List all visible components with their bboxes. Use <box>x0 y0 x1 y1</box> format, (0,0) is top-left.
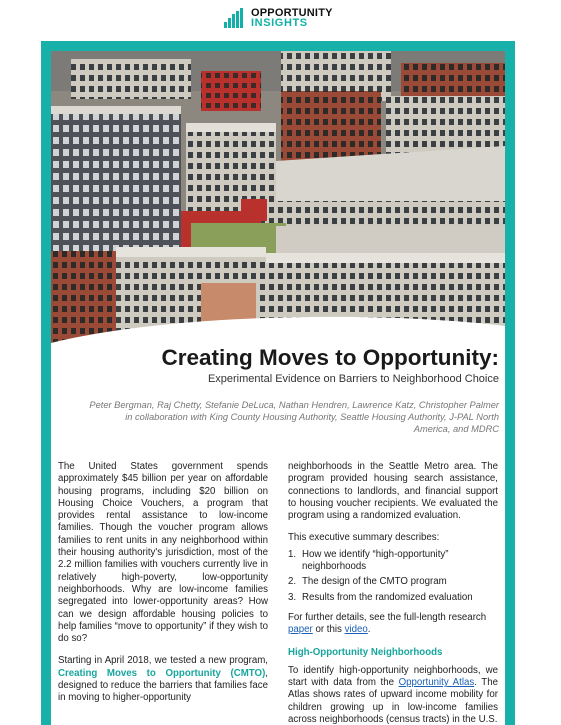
program-paragraph-a: Starting in April 2018, we tested a new program, <box>58 655 268 667</box>
program-paragraph <box>58 655 268 704</box>
list-text: How we identify “high-opportunity” neighborhoods <box>302 548 449 573</box>
list-number: 1. <box>288 548 297 560</box>
left-column <box>58 461 268 715</box>
list-number: 2. <box>288 576 297 588</box>
list-number: 3. <box>288 591 297 603</box>
section-heading: High-Opportunity Neighborhoods <box>288 646 443 658</box>
document-subtitle: Experimental Evidence on Barriers to Neighborhood Choice <box>207 373 499 385</box>
author-list <box>51 399 505 435</box>
right-column <box>288 461 498 725</box>
cityscape-illustration <box>51 51 505 351</box>
opportunity-atlas-link[interactable]: Opportunity Atlas <box>398 677 475 689</box>
list-item <box>288 549 498 574</box>
intro-paragraph: The United States government spends approximately $45 billion per year on affordable housing programs, including $20 billion on Housing Choice Vouchers, a program that provides rental assistance to low-income families. Though the voucher program allows families to rent units in any neighborhood within their housing authority's jurisdiction, most of the 2.2 million families with vouchers currently live in relatively high-poverty, low-opportunity neighborhoods. Why are low-income families segregated into lower-opportunity areas? How can we design affordable housing policies to help families “move to opportunity” if they wish to do so? <box>58 461 268 645</box>
list-item <box>288 592 498 604</box>
page-frame <box>41 41 515 725</box>
video-link[interactable]: video <box>344 624 368 636</box>
details-text-a: For further details, see the full-length research <box>288 611 487 623</box>
authors-line-2: in collaboration with King County Housing Authority, Seattle Housing Authority, J-PAL North <box>125 412 499 422</box>
bar-chart-icon <box>224 8 246 28</box>
paper-link[interactable]: paper <box>288 624 313 636</box>
authors-line-1: Peter Bergman, Raj Chetty, Stefanie DeLuca, Nathan Hendren, Lawrence Katz, Christopher Palmer <box>89 400 499 410</box>
continuation-paragraph: neighborhoods in the Seattle Metro area. The program provided housing search assistance, connections to landlords, and financial support to housing voucher recipients. We evaluated the program using a randomized evaluation. <box>288 461 498 522</box>
document-title: Creating Moves to Opportunity: <box>161 345 499 370</box>
logo-text-line1: OPPORTUNITY <box>251 7 333 19</box>
cityscape-photo <box>51 51 505 351</box>
atlas-paragraph <box>288 665 498 725</box>
cmto-link[interactable]: Creating Moves to Opportunity (CMTO) <box>58 667 266 679</box>
header-block <box>51 345 505 435</box>
details-text-c: . <box>367 624 371 636</box>
summary-intro: This executive summary describes: <box>288 532 440 544</box>
program-paragraph-b: , designed to reduce the barriers that families face in moving to higher-opportunity <box>58 667 268 704</box>
list-text: Results from the randomized evaluation <box>302 591 473 603</box>
opportunity-insights-logo <box>224 8 333 28</box>
summary-list <box>288 549 498 604</box>
list-text: The design of the CMTO program <box>302 576 447 588</box>
details-text-b: or this <box>315 624 342 636</box>
logo-text-line2: INSIGHTS <box>251 17 308 29</box>
details-paragraph <box>288 612 498 637</box>
atlas-text-a: To identify high-opportunity neighborhoods, we start with data from the <box>288 664 498 689</box>
list-item <box>288 576 498 588</box>
atlas-text-b: . The Atlas shows rates of upward income mobility for children growing up in low-income families across neighborhoods (census tracts) in the U.S. <box>288 677 498 725</box>
authors-line-3: America, and MDRC <box>413 424 499 434</box>
